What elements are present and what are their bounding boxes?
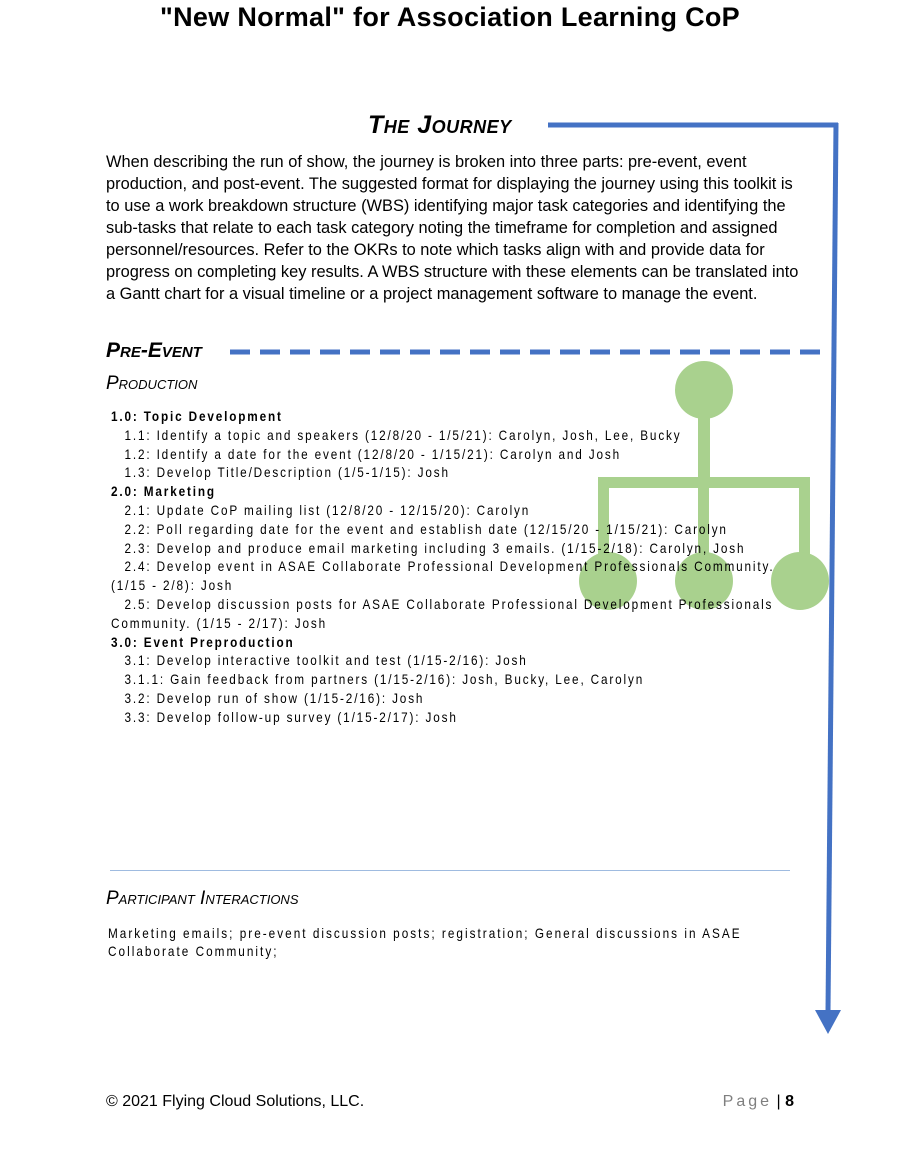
wbs-task: 1.2: Identify a date for the event (12/8/20 - 1/15/21): Carolyn and Josh: [124, 445, 621, 462]
wbs-task: 3.2: Develop run of show (1/15-2/16): Josh: [124, 689, 425, 706]
footer-page-number: [723, 1093, 794, 1111]
wbs-task: 1.1: Identify a topic and speakers (12/8/20 - 1/5/21): Carolyn, Josh, Lee, Bucky: [124, 426, 682, 443]
wbs-task: 2.3: Develop and produce email marketing including 3 emails. (1/15-2/18): Carolyn, Josh: [124, 539, 746, 556]
pre-event-heading: Pre-Event: [106, 339, 202, 362]
page-separator: |: [776, 1093, 786, 1110]
section-divider: [110, 870, 790, 871]
wbs-task: 2.2: Poll regarding date for the event and establish date (12/15/20 - 1/15/21): Carolyn: [124, 520, 728, 537]
production-heading: Production: [106, 373, 198, 394]
wbs-task: 2.4: Develop event in ASAE Collaborate Professional Development Professionals Community. (1/15 - 2/8): Josh: [111, 558, 775, 594]
work-breakdown-structure: [111, 407, 800, 727]
journey-heading: The Journey: [368, 111, 512, 139]
participant-interactions-heading: Participant Interactions: [106, 888, 299, 909]
wbs-task: 1.3: Develop Title/Description (1/5-1/15): Josh: [124, 464, 450, 481]
wbs-category: 1.0: Topic Development: [111, 408, 283, 424]
wbs-task: 3.3: Develop follow-up survey (1/15-2/17): Josh: [124, 708, 458, 725]
wbs-category: 2.0: Marketing: [111, 483, 216, 500]
wbs-category: 3.0: Event Preproduction: [111, 633, 295, 650]
participant-interactions-text: Marketing emails; pre-event discussion posts; registration; General discussions in ASAE Collaborate Community;: [108, 925, 742, 959]
wbs-task: 2.1: Update CoP mailing list (12/8/20 - 12/15/20): Carolyn: [124, 501, 531, 518]
footer-copyright: © 2021 Flying Cloud Solutions, LLC.: [106, 1093, 365, 1110]
wbs-task: 3.1.1: Gain feedback from partners (1/15-2/16): Josh, Bucky, Lee, Carolyn: [124, 671, 645, 688]
page-number: 8: [785, 1093, 794, 1110]
page-label: Page: [722, 1093, 773, 1110]
wbs-task: 3.1: Develop interactive toolkit and test (1/15-2/16): Josh: [124, 652, 528, 669]
wbs-task: 2.5: Develop discussion posts for ASAE Collaborate Professional Development Professionals Community. (1/15 - 2/17): Josh: [111, 595, 774, 631]
document-title: "New Normal" for Association Learning CoP: [160, 2, 740, 32]
intro-paragraph: When describing the run of show, the journey is broken into three parts: pre-event, event production, and post-event. The suggested format for displaying the journey using this toolkit is to use a work breakdown structure (WBS) identifying major task categories and identifying the sub-tasks that relate to each task category noting the timeframe for completion and assigned personnel/resources. Refer to the OKRs to note which tasks align with and provide data for progress on completing key results. A WBS structure with these elements can be translated into a Gantt chart for a visual timeline or a project management software to manage the event.: [106, 153, 799, 303]
